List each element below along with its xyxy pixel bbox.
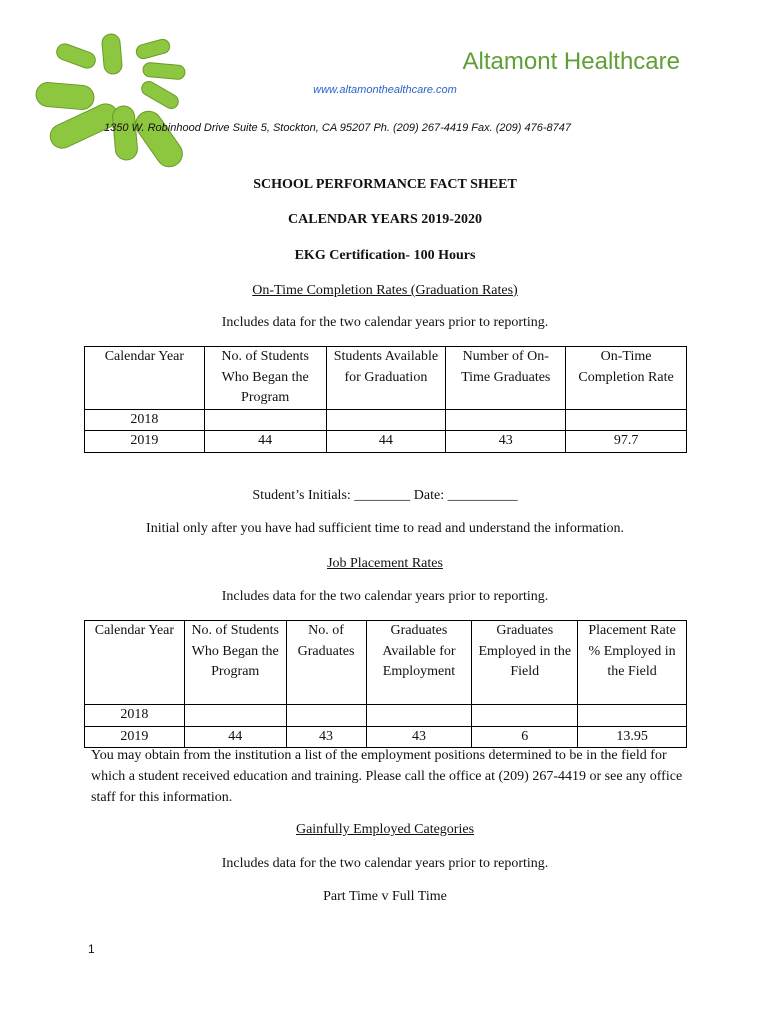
table-cell xyxy=(184,705,286,727)
table-cell: 2019 xyxy=(85,726,185,748)
table-cell xyxy=(286,705,366,727)
table-cell: 13.95 xyxy=(578,726,687,748)
table-header-cell: Placement Rate % Employed in the Field xyxy=(578,621,687,705)
table-cell xyxy=(566,409,687,431)
table-header-cell: Graduates Available for Employment xyxy=(366,621,472,705)
table-row xyxy=(85,409,687,431)
initials-line: Student’s Initials: ________ Date: __________ xyxy=(252,488,518,503)
table-row xyxy=(85,705,687,727)
table-header-cell: Students Available for Graduation xyxy=(326,347,446,410)
table-row xyxy=(85,431,687,453)
table-cell: 44 xyxy=(326,431,446,453)
table-cell: 97.7 xyxy=(566,431,687,453)
section3-note: Includes data for the two calendar years prior to reporting. xyxy=(221,856,549,871)
table-header-cell: On-Time Completion Rate xyxy=(566,347,687,410)
table-header-cell: No. of Graduates xyxy=(286,621,366,705)
table-header-cell: Number of On-Time Graduates xyxy=(446,347,566,410)
table-cell: 43 xyxy=(366,726,472,748)
address-line: 1350 W. Robinhood Drive Suite 5, Stockton, CA 95207 Ph. (209) 267-4419 Fax. (209) 476-8747 xyxy=(104,122,571,134)
doc-title: SCHOOL PERFORMANCE FACT SHEET xyxy=(253,177,517,192)
brand-name: Altamont Healthcare xyxy=(462,48,680,75)
initials-note: Initial only after you have had sufficient time to read and understand the information. xyxy=(146,521,624,536)
table-cell xyxy=(446,409,566,431)
table-cell xyxy=(472,705,578,727)
page-number: 1 xyxy=(88,942,95,956)
employment-info-paragraph: You may obtain from the institution a list of the employment positions determined to be in the field for which a student received education and training. Please call the office at (209) 267-4419 or see any office staff for this information. xyxy=(91,748,683,805)
section2-heading: Job Placement Rates xyxy=(327,556,443,571)
table-cell: 2018 xyxy=(85,409,205,431)
doc-subtitle-program: EKG Certification- 100 Hours xyxy=(294,248,476,263)
table-header-row xyxy=(85,621,687,705)
table-header-row xyxy=(85,347,687,410)
job-placement-table xyxy=(84,620,687,748)
logo-icon xyxy=(28,26,218,176)
table-header-cell: No. of Students Who Began the Program xyxy=(204,347,326,410)
table-header-cell: No. of Students Who Began the Program xyxy=(184,621,286,705)
section3-heading: Gainfully Employed Categories xyxy=(295,822,475,837)
table-cell: 2018 xyxy=(85,705,185,727)
table-cell: 2019 xyxy=(85,431,205,453)
website-link[interactable]: www.altamonthealthcare.com xyxy=(313,84,457,96)
section1-note: Includes data for the two calendar years prior to reporting. xyxy=(221,315,549,330)
section3-subheading: Part Time v Full Time xyxy=(323,889,447,904)
table-header-cell: Calendar Year xyxy=(85,621,185,705)
table-header-cell: Graduates Employed in the Field xyxy=(472,621,578,705)
table-cell xyxy=(578,705,687,727)
table-cell: 43 xyxy=(286,726,366,748)
table-cell: 44 xyxy=(184,726,286,748)
doc-subtitle-years: CALENDAR YEARS 2019-2020 xyxy=(288,212,482,227)
table-cell xyxy=(204,409,326,431)
table-cell: 43 xyxy=(446,431,566,453)
table-header-cell: Calendar Year xyxy=(85,347,205,410)
section2-note: Includes data for the two calendar years prior to reporting. xyxy=(221,589,549,604)
table-cell: 6 xyxy=(472,726,578,748)
table-cell: 44 xyxy=(204,431,326,453)
table-cell xyxy=(326,409,446,431)
table-cell xyxy=(366,705,472,727)
section1-heading: On-Time Completion Rates (Graduation Rates) xyxy=(252,283,518,298)
completion-rates-table xyxy=(84,346,687,453)
